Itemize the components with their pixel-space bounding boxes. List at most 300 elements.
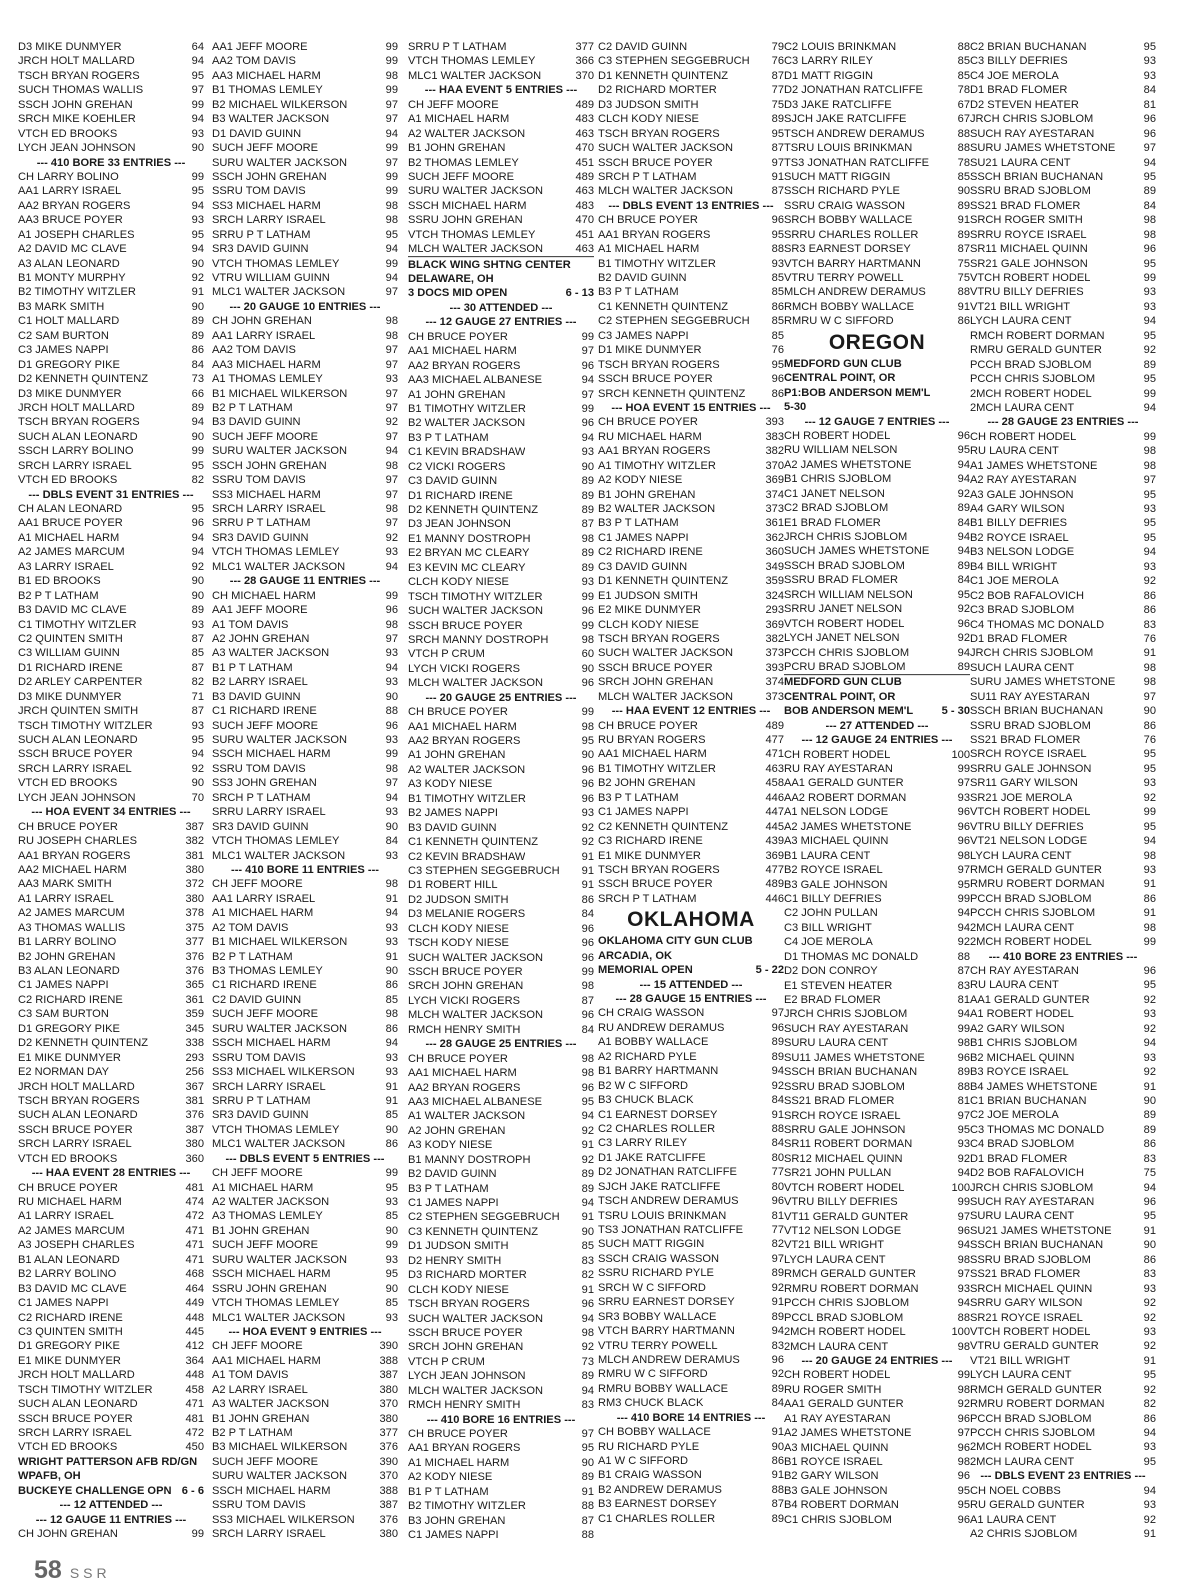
score: 86: [1143, 1138, 1156, 1151]
shooter-name: C3 BRAD SJOBLOM: [970, 603, 1075, 617]
event-header: [212, 574, 398, 589]
score: 96: [581, 922, 594, 935]
result-row: [970, 1498, 1156, 1513]
shooter-name: C3 WILLIAM GUINN: [18, 647, 120, 660]
shoot-info-text: MEDFORD GUN CLUB: [784, 357, 902, 370]
result-row: [598, 762, 784, 777]
score: 97: [957, 1109, 970, 1122]
shooter-name: SSCH BRUCE POYER: [408, 619, 523, 632]
score: 96: [385, 719, 398, 732]
shooter-name: LYCH LAURA CENT: [970, 315, 1072, 328]
result-row: [408, 460, 594, 475]
shooter-name: A2 GARY WILSON: [970, 1022, 1065, 1035]
result-row: [598, 516, 784, 531]
shooter-name: C4 BRAD SJOBLOM: [970, 1138, 1075, 1151]
result-row: [212, 892, 398, 907]
result-row: [408, 893, 594, 908]
result-row: [408, 748, 594, 763]
score: 79: [771, 40, 784, 54]
shooter-name: 2MCH ROBERT HODEL: [970, 936, 1092, 949]
result-row: [408, 806, 594, 821]
result-row: [970, 1512, 1156, 1527]
shooter-name: SSRU BRAD SJOBLOM: [970, 1253, 1091, 1266]
shooter-name: B2 JOHN GREHAN: [598, 777, 696, 790]
result-row: [598, 1064, 784, 1079]
shooter-name: MLCH WALTER JACKSON: [408, 1384, 543, 1397]
event-header: [212, 863, 398, 878]
score: 89: [1143, 185, 1156, 198]
result-row: [408, 1513, 594, 1528]
score: 97: [1143, 690, 1156, 703]
score: 99: [385, 40, 398, 54]
result-row: [784, 645, 970, 660]
shooter-name: SSRU JOHN GREHAN: [408, 214, 523, 227]
score: 97: [581, 345, 594, 358]
result-row: [18, 1397, 204, 1412]
shooter-name: SSCH JOHN GREHAN: [212, 459, 327, 472]
score: 448: [185, 1369, 204, 1382]
shooter-name: A1 MICHAEL HARM: [212, 1181, 314, 1194]
score: 388: [379, 1354, 398, 1367]
result-row: [212, 1180, 398, 1195]
result-row: [784, 1181, 970, 1196]
shoot-info: [18, 1469, 204, 1484]
shooter-name: JRCH QUINTEN SMITH: [18, 705, 139, 718]
shooter-name: B2 W C SIFFORD: [598, 1079, 688, 1092]
shooter-name: SRRU GARY WILSON: [970, 1296, 1083, 1310]
shooter-name: SRCH LARRY ISRAEL: [18, 762, 132, 775]
result-row: [598, 1237, 784, 1252]
score: 446: [765, 791, 784, 804]
score: 377: [379, 1426, 398, 1440]
result-row: [784, 271, 970, 286]
result-row: [598, 1396, 784, 1411]
result-row: [970, 906, 1156, 921]
score: 96: [771, 1195, 784, 1208]
shooter-name: A3 LARRY ISRAEL: [18, 560, 114, 573]
score: 89: [581, 547, 594, 560]
shooter-name: AA2 BRYAN ROGERS: [408, 359, 521, 372]
score: 375: [185, 921, 204, 934]
score: 97: [771, 1252, 784, 1265]
result-row: [18, 184, 204, 199]
result-row: [18, 819, 204, 834]
shooter-name: C3 SAM BURTON: [18, 1008, 109, 1021]
shooter-name: SR21 JOE MEROLA: [970, 791, 1073, 804]
result-row: [784, 877, 970, 892]
result-row: [598, 459, 784, 474]
score: 474: [185, 1195, 204, 1209]
score: 87: [957, 965, 970, 978]
score: 99: [191, 98, 204, 111]
shooter-name: AA1 MICHAEL HARM: [408, 345, 517, 358]
result-row: [598, 357, 784, 372]
result-row: [784, 1296, 970, 1311]
score: 380: [379, 1412, 398, 1425]
score: 359: [185, 1008, 204, 1021]
shooter-name: A2 TOM DAVIS: [212, 921, 289, 934]
shooter-name: A3 WALTER JACKSON: [212, 1398, 330, 1411]
shooter-name: SSCH RICHARD PYLE: [784, 185, 900, 198]
shooter-name: B4 JAMES WHETSTONE: [970, 1080, 1098, 1093]
score: 75: [771, 98, 784, 111]
result-row: [598, 1165, 784, 1180]
score: 447: [765, 806, 784, 819]
result-row: [784, 112, 970, 127]
score: 88: [957, 950, 970, 963]
event-header: [212, 1152, 398, 1167]
score: 94: [957, 921, 970, 934]
score: 85: [385, 1210, 398, 1223]
shooter-name: RU MICHAEL HARM: [18, 1195, 122, 1209]
score: 87: [581, 994, 594, 1007]
shooter-name: B3 ROYCE ISRAEL: [970, 1065, 1069, 1079]
shooter-name: B1 LARRY BOLINO: [18, 936, 117, 949]
result-row: [970, 704, 1156, 719]
shooter-name: SUCH JEFF MOORE: [212, 1455, 319, 1468]
score: 99: [1143, 387, 1156, 400]
result-row: [18, 69, 204, 84]
result-row: [970, 603, 1156, 618]
score: 93: [1143, 1325, 1156, 1339]
score: 98: [581, 720, 594, 733]
result-row: [212, 329, 398, 344]
score: 390: [379, 1340, 398, 1353]
event-header: [784, 1354, 970, 1369]
shooter-name: SUCH JAMES WHETSTONE: [784, 545, 930, 558]
score: 85: [581, 1240, 594, 1253]
result-row: [784, 602, 970, 617]
result-row: [212, 40, 398, 55]
result-row: [18, 718, 204, 733]
score: 90: [771, 1440, 784, 1453]
score: 60: [581, 648, 594, 661]
score: 94: [957, 1008, 970, 1021]
score: 98: [1143, 849, 1156, 862]
result-row: [598, 1309, 784, 1324]
shooter-name: LYCH JEAN JOHNSON: [18, 141, 136, 155]
score: 95: [581, 734, 594, 748]
result-row: [970, 516, 1156, 531]
shooter-name: SSCH BRUCE POYER: [408, 965, 523, 979]
result-row: [212, 1209, 398, 1224]
result-row: [598, 661, 784, 676]
result-row: [408, 820, 594, 835]
result-row: [18, 906, 204, 921]
shooter-name: C4 JOE MEROLA: [784, 936, 873, 949]
shooter-name: SRCH LARRY ISRAEL: [212, 502, 326, 516]
score: 87: [771, 185, 784, 198]
shooter-name: C2 JOHN PULLAN: [784, 907, 878, 920]
result-row: [970, 617, 1156, 632]
result-row: [408, 734, 594, 749]
result-row: [408, 503, 594, 518]
result-row: [212, 1527, 398, 1542]
shooter-name: D2 BOB RAFALOVICH: [970, 1167, 1085, 1180]
shooter-name: C3 JAMES NAPPI: [18, 344, 109, 357]
score: 91: [771, 1296, 784, 1309]
result-row: [212, 877, 398, 892]
result-row: [598, 184, 784, 199]
score: 94: [1143, 1426, 1156, 1440]
result-row: [408, 1470, 594, 1485]
shooter-name: C1 JAMES NAPPI: [18, 979, 109, 992]
score: 94: [581, 1384, 594, 1397]
score: 98: [581, 633, 594, 647]
shooter-name: SRRU LARRY ISRAEL: [212, 806, 326, 819]
event-header: [212, 1325, 398, 1340]
score: 94: [191, 748, 204, 761]
shooter-name: VTCH ROBERT HODEL: [784, 1181, 905, 1194]
result-row: [598, 574, 784, 589]
shooter-name: B1 TIMOTHY WITZLER: [598, 762, 716, 775]
shooter-name: C1 JAMES NAPPI: [18, 1296, 109, 1310]
score: 96: [957, 1412, 970, 1425]
score: 376: [379, 1441, 398, 1454]
shooter-name: AA1 JEFF MOORE: [212, 603, 308, 617]
shooter-name: A2 DAVID MC CLAVE: [18, 243, 127, 256]
shooter-name: B3 P T LATHAM: [408, 431, 489, 444]
event-title: --- HAA EVENT 28 ENTRIES ---: [31, 1167, 191, 1180]
event-title: --- HOA EVENT 9 ENTRIES ---: [228, 1325, 382, 1339]
shooter-name: A1 MICHAEL HARM: [212, 907, 314, 920]
shooter-name: A2 KODY NIESE: [408, 1471, 493, 1484]
result-row: [970, 343, 1156, 358]
result-row: [598, 1006, 784, 1021]
results-columns: [18, 40, 1178, 1560]
result-row: [408, 1326, 594, 1341]
shooter-name: B3 WALTER JACKSON: [212, 113, 330, 126]
score: 89: [581, 489, 594, 502]
score: 458: [765, 777, 784, 790]
result-row: [970, 1007, 1156, 1022]
shooter-name: AA1 GERALD GUNTER: [784, 777, 904, 790]
shooter-name: VTCH THOMAS LEMLEY: [212, 546, 340, 559]
result-row: [970, 1108, 1156, 1123]
shooter-name: VTCH P CRUM: [408, 648, 485, 661]
shooter-name: SRCH P T LATHAM: [212, 791, 311, 804]
shooter-name: SRRU GALE JOHNSON: [784, 1123, 906, 1137]
event-title: --- HOA EVENT 34 ENTRIES ---: [31, 806, 191, 819]
shooter-name: VTRU GERALD GUNTER: [970, 1340, 1099, 1353]
event-header: [598, 199, 784, 214]
shooter-name: SSRU BRAD FLOMER: [784, 574, 899, 587]
shoot-info: [784, 400, 970, 415]
score: 98: [385, 618, 398, 631]
score: 374: [765, 488, 784, 501]
shooter-name: CH JEFF MOORE: [212, 878, 303, 891]
score: 360: [765, 546, 784, 559]
result-row: [970, 848, 1156, 863]
result-row: [784, 616, 970, 631]
score: 83: [1143, 1268, 1156, 1281]
event-title: --- 20 GAUGE 10 ENTRIES ---: [229, 300, 381, 313]
shooter-name: 2MCH LAURA CENT: [970, 401, 1075, 415]
result-row: [212, 487, 398, 502]
score: 91: [771, 170, 784, 184]
result-row: [598, 40, 784, 55]
event-title: --- DBLS EVENT 13 ENTRIES ---: [608, 199, 774, 212]
shooter-name: A3 JOSEPH CHARLES: [18, 1239, 135, 1252]
score: 90: [385, 1123, 398, 1136]
shooter-name: B2 TIMOTHY WITZLER: [408, 1500, 526, 1513]
score: 89: [581, 561, 594, 574]
score: 483: [575, 199, 594, 212]
result-row: [784, 993, 970, 1008]
score: 338: [185, 1037, 204, 1050]
score: 92: [581, 1341, 594, 1354]
result-row: [784, 458, 970, 473]
shooter-name: D1 ROBERT HILL: [408, 879, 498, 892]
shooter-name: SSCH BRAD SJOBLOM: [784, 559, 905, 572]
result-row: [598, 560, 784, 575]
shooter-name: B3 ALAN LEONARD: [18, 964, 120, 978]
shooter-name: B4 BILL WRIGHT: [970, 560, 1058, 573]
shooter-name: MLCH WALTER JACKSON: [598, 185, 733, 198]
shooter-name: A1 TOM DAVIS: [212, 1369, 289, 1382]
score: 83: [581, 1399, 594, 1412]
shooter-name: TSCH BRYAN ROGERS: [18, 416, 140, 429]
shooter-name: SRCH JOHN GREHAN: [408, 1341, 524, 1354]
shooter-name: VTCH ROBERT HODEL: [970, 806, 1091, 819]
result-row: [408, 647, 594, 662]
shooter-name: D1 GREGORY PIKE: [18, 358, 120, 371]
score: 96: [771, 1353, 784, 1367]
score: 94: [581, 373, 594, 387]
result-row: [212, 531, 398, 546]
result-row: [18, 1238, 204, 1253]
score: 477: [765, 863, 784, 877]
result-row: [970, 300, 1156, 315]
score: 100: [951, 1325, 970, 1339]
result-row: [598, 300, 784, 315]
shooter-name: B3 NELSON LODGE: [970, 546, 1075, 559]
shooter-name: E1 STEVEN HEATER: [784, 979, 893, 992]
event-header: [18, 1166, 204, 1181]
score: 89: [581, 503, 594, 517]
score: 94: [957, 646, 970, 659]
score: 88: [771, 1483, 784, 1496]
score: 86: [1143, 719, 1156, 732]
result-row: [970, 762, 1156, 777]
result-row: [784, 40, 970, 55]
shooter-name: VTCH ED BROOKS: [18, 1152, 118, 1165]
result-row: [212, 1267, 398, 1282]
score: 89: [581, 1182, 594, 1195]
result-row: [18, 531, 204, 546]
shooter-name: E2 BRYAN MC CLEARY: [408, 547, 530, 560]
shooter-name: SRCH LARRY ISRAEL: [18, 459, 132, 472]
shooter-name: SURU WALTER JACKSON: [212, 1470, 347, 1483]
score: 83: [1143, 1152, 1156, 1165]
result-row: [212, 1354, 398, 1369]
score: 88: [581, 1500, 594, 1513]
result-row: [970, 1238, 1156, 1253]
result-row: [408, 604, 594, 619]
result-row: [408, 1109, 594, 1124]
result-row: [784, 892, 970, 907]
shooter-name: TSCH TIMOTHY WITZLER: [18, 719, 153, 732]
result-row: [598, 1353, 784, 1368]
shooter-name: VTCH THOMAS LEMLEY: [212, 1296, 340, 1310]
shooter-name: LYCH JEAN JOHNSON: [408, 1370, 526, 1383]
score: 96: [581, 604, 594, 618]
result-row: [408, 1340, 594, 1355]
score: 256: [185, 1065, 204, 1079]
shooter-name: B1 LAURA CENT: [784, 849, 871, 862]
score: 92: [191, 560, 204, 573]
result-row: [970, 112, 1156, 127]
result-row: [408, 979, 594, 994]
result-row: [408, 474, 594, 489]
shooter-name: SUCH JEFF MOORE: [212, 141, 319, 155]
shooter-name: MLC1 WALTER JACKSON: [212, 560, 346, 573]
event-header: [408, 1412, 594, 1427]
result-row: [970, 401, 1156, 416]
result-row: [212, 1253, 398, 1268]
shooter-name: RU ANDREW DERAMUS: [598, 1021, 725, 1034]
shooter-name: SSRU BRAD SJOBLOM: [784, 1080, 905, 1093]
score: 82: [191, 676, 204, 689]
result-row: [18, 386, 204, 401]
score: 376: [185, 950, 204, 963]
result-row: [598, 603, 784, 618]
result-row: [408, 1008, 594, 1023]
shooter-name: PCCH BRAD SJOBLOM: [970, 892, 1092, 905]
result-row: [212, 1498, 398, 1513]
score: 445: [765, 820, 784, 833]
score: 86: [957, 315, 970, 328]
result-row: [18, 848, 204, 863]
result-row: [598, 1468, 784, 1483]
shooter-name: RU JOSEPH CHARLES: [18, 834, 137, 848]
score: 95: [957, 878, 970, 891]
shooter-name: B1 BARRY HARTMANN: [598, 1065, 719, 1078]
result-row: [784, 228, 970, 243]
score: 470: [575, 141, 594, 155]
result-row: [18, 791, 204, 806]
result-row: [212, 603, 398, 618]
shooter-name: SRRU P T LATHAM: [212, 517, 311, 530]
event-header: [408, 83, 594, 98]
result-row: [598, 1252, 784, 1267]
shooter-name: A2 JOHN GREHAN: [408, 1124, 506, 1137]
result-row: [408, 662, 594, 677]
result-row: [212, 776, 398, 791]
shoot-date: 6 - 6: [181, 1484, 204, 1497]
result-row: [784, 1224, 970, 1239]
score: 360: [185, 1152, 204, 1165]
result-row: [212, 747, 398, 762]
score: 89: [771, 1267, 784, 1280]
score: 89: [191, 329, 204, 342]
result-row: [408, 1297, 594, 1312]
score: 370: [379, 1470, 398, 1483]
shooter-name: D3 RICHARD MORTER: [408, 1269, 527, 1282]
score: 90: [191, 300, 204, 313]
score: 382: [765, 445, 784, 458]
score: 76: [1143, 632, 1156, 646]
shooter-name: JRCH HOLT MALLARD: [18, 55, 135, 68]
score: 88: [957, 127, 970, 140]
score: 377: [185, 936, 204, 949]
score: 468: [185, 1268, 204, 1281]
result-row: [212, 1137, 398, 1152]
shooter-name: C1 KENNETH QUINTENZ: [408, 835, 539, 849]
shooter-name: AA2 BRYAN ROGERS: [18, 199, 131, 212]
score: 381: [185, 1094, 204, 1108]
shooter-name: CH BRUCE POYER: [408, 1052, 508, 1065]
